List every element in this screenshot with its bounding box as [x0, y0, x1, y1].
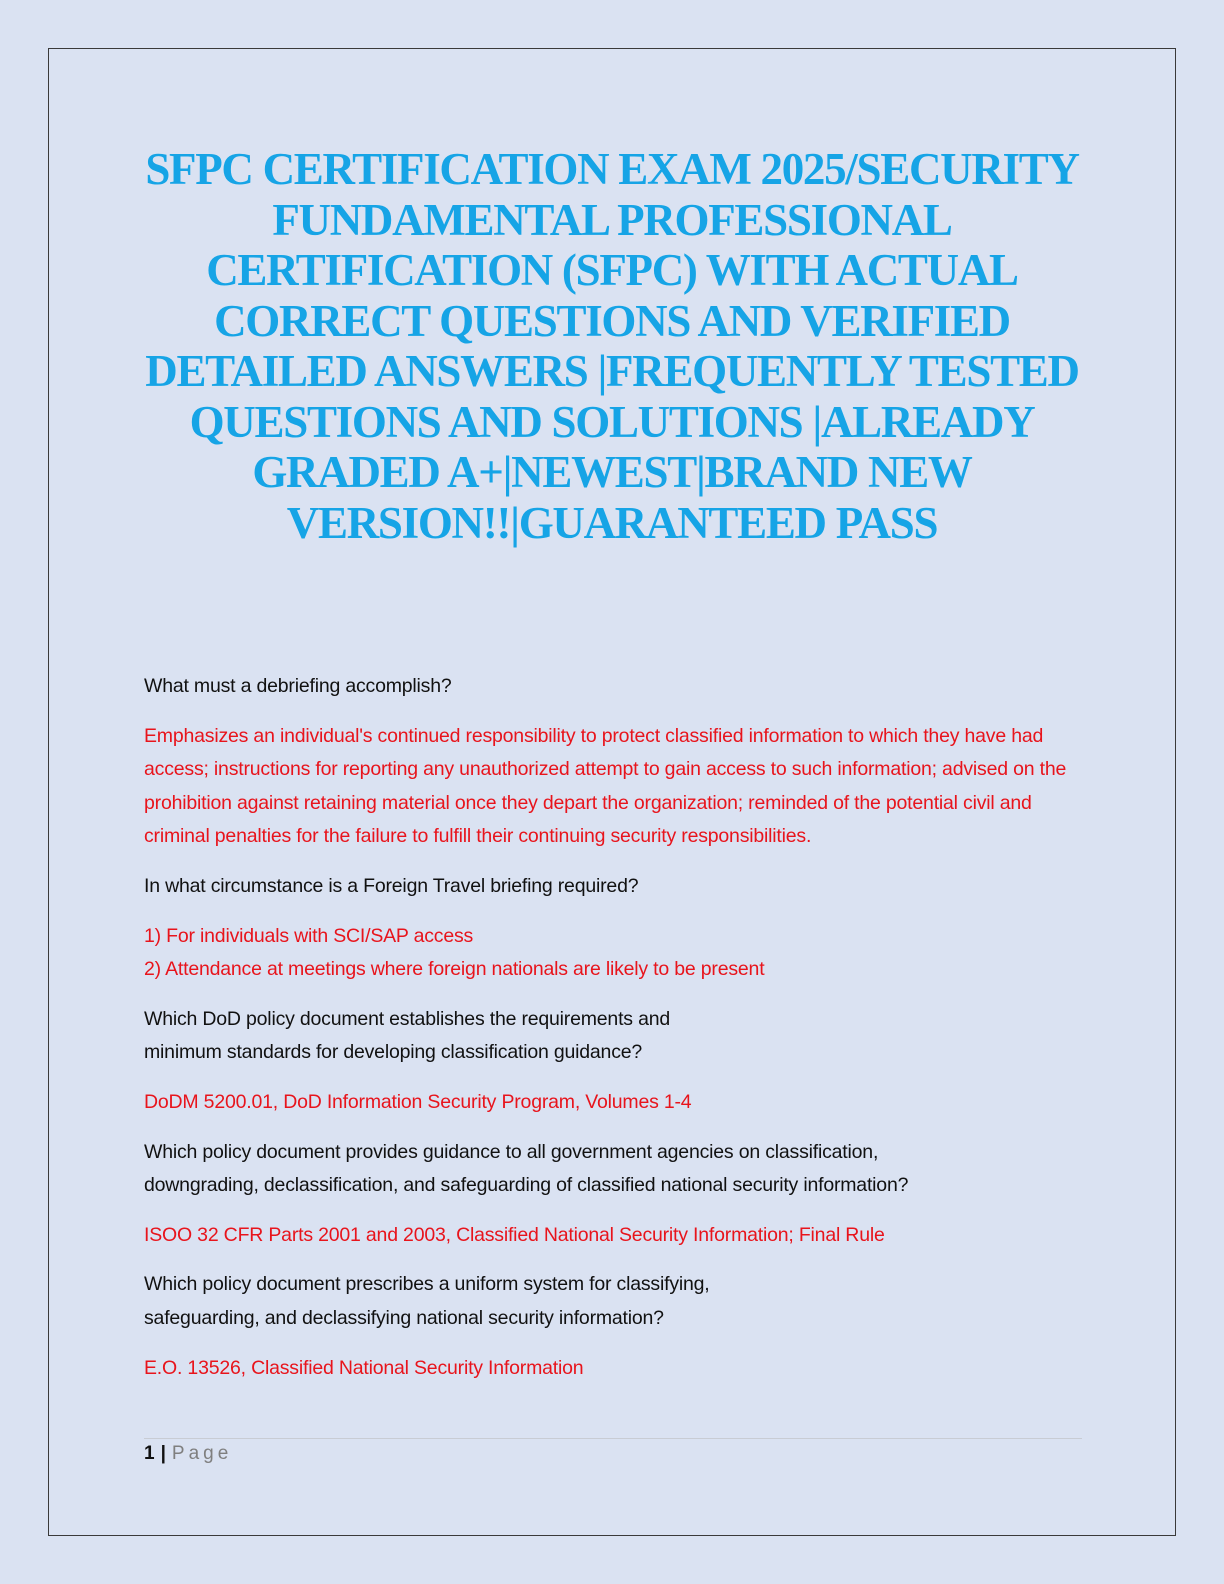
answer-3: DoDM 5200.01, DoD Information Security Program, Volumes 1-4 [144, 1090, 692, 1113]
question-5 [144, 1268, 1084, 1335]
page-label: Page [171, 1443, 233, 1464]
question-3 [144, 1003, 1084, 1070]
answer-4: ISOO 32 CFR Parts 2001 and 2003, Classified National Security Information; Final Rule [144, 1223, 885, 1246]
question-5-line-2: safeguarding, and declassifying national security information? [144, 1306, 664, 1329]
footer-divider [144, 1438, 1082, 1439]
answer-2-line-1: 1) For individuals with SCI/SAP access [144, 924, 474, 947]
document-title: SFPC CERTIFICATION EXAM 2025/SECURITY FUNDAMENTAL PROFESSIONAL CERTIFICATION (SFPC) WITH ACTUAL CORRECT QUESTIONS AND VERIFIED DETAILED ANSWERS |FREQUENTLY TESTED QUESTIONS AND SOLUTIONS |ALREADY GRADED A+|NEWEST|BRAND NEW VERSION!!|GUARANTEED PASS [145, 144, 1079, 548]
question-5-line-1: Which policy document prescribes a uniform system for classifying, [144, 1273, 710, 1296]
footer-separator: | [160, 1443, 166, 1464]
answer-2 [144, 920, 1084, 987]
question-1: What must a debriefing accomplish? [144, 675, 452, 697]
answer-2-line-2: 2) Attendance at meetings where foreign nationals are likely to be present [144, 958, 765, 981]
question-4 [144, 1136, 1084, 1203]
page-number: 1 [144, 1443, 155, 1464]
question-3-line-1: Which DoD policy document establishes the requirements and [144, 1007, 671, 1030]
question-4-line-2: downgrading, declassification, and safeguarding of classified national security information? [144, 1174, 909, 1197]
answer-1: Emphasizes an individual's continued responsibility to protect classified information to which they have had access; instructions for reporting any unauthorized attempt to gain access to such information; advised on the prohibition against retaining material once they depart the organization; reminded of the potential civil and criminal penalties for the failure to fulfill their continuing security responsibilities. [144, 724, 1067, 848]
question-4-line-1: Which policy document provides guidance to all government agencies on classification, [144, 1140, 879, 1163]
page-footer [144, 1442, 232, 1466]
question-2: In what circumstance is a Foreign Travel briefing required? [144, 874, 639, 897]
question-3-line-2: minimum standards for developing classification guidance? [144, 1041, 643, 1064]
qa-content [144, 670, 1084, 1401]
answer-5: E.O. 13526, Classified National Security Information [144, 1356, 584, 1379]
